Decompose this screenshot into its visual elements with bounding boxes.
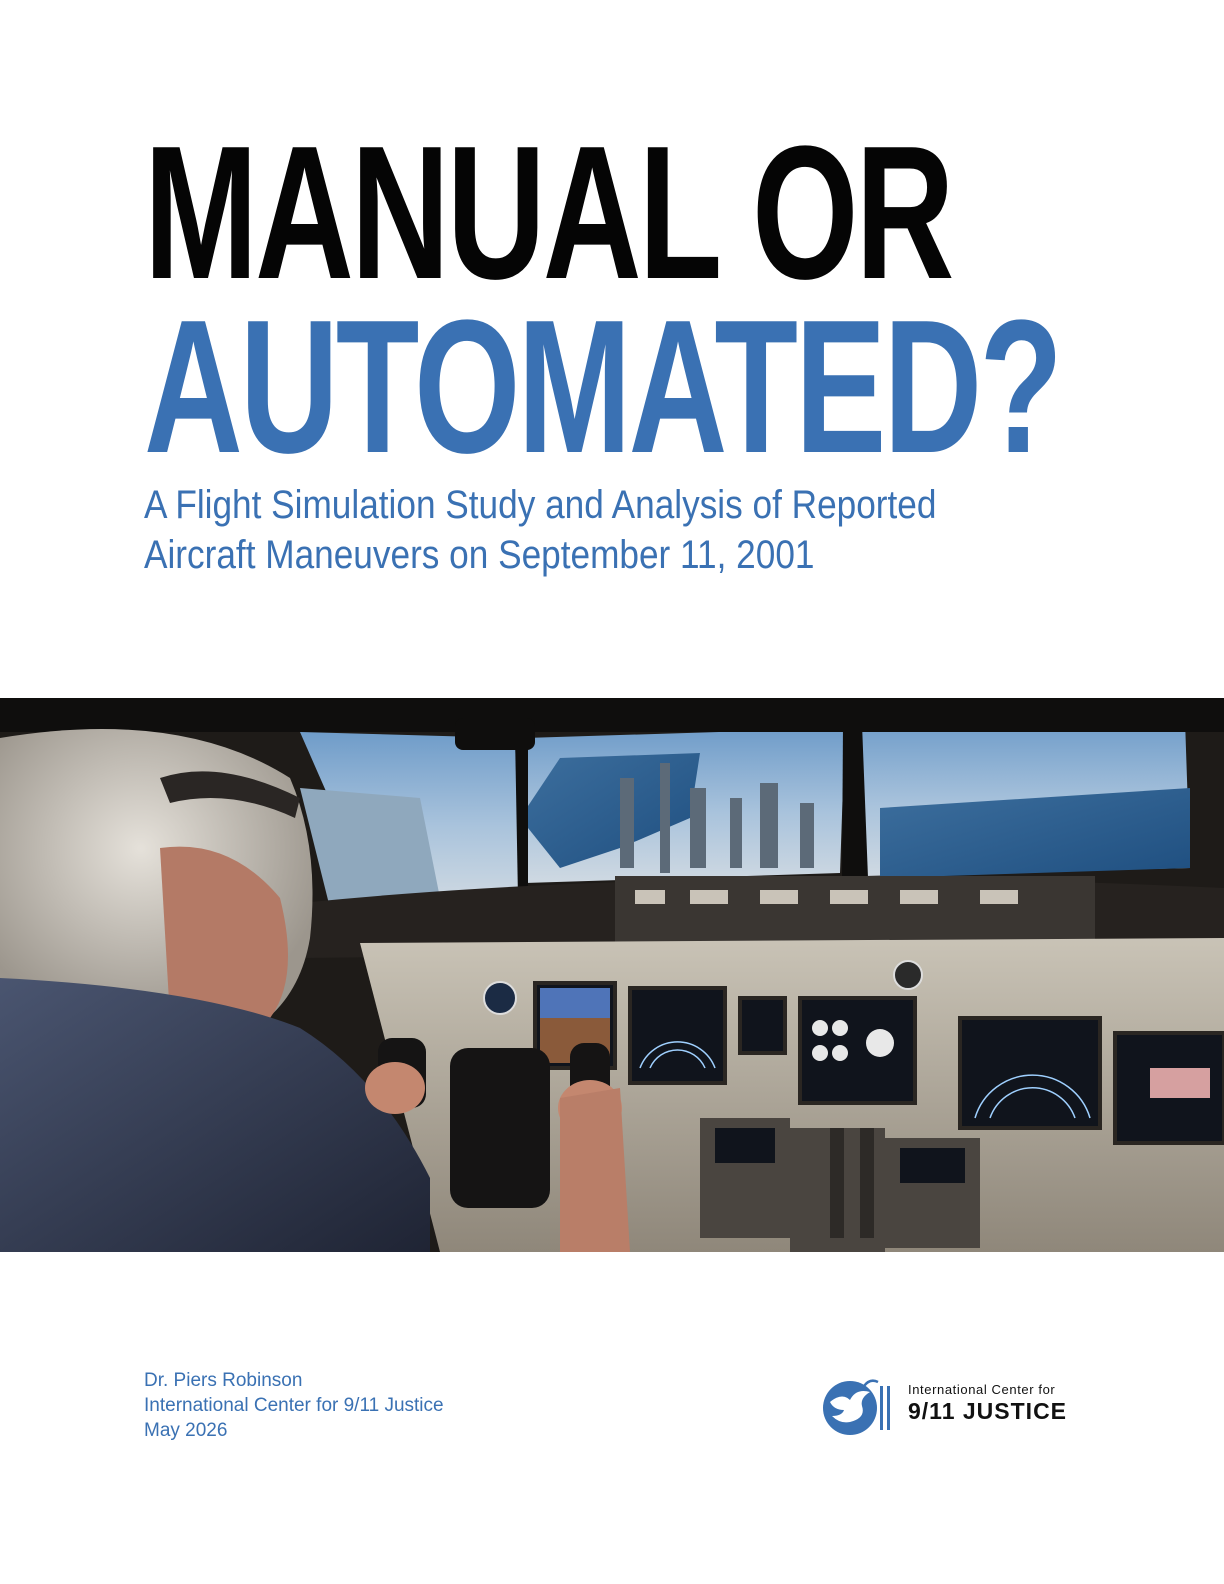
subtitle (144, 480, 1144, 580)
organization-logo (820, 1372, 1080, 1444)
subtitle-line-2: Aircraft Maneuvers on September 11, 2001 (144, 533, 815, 577)
author-organization: International Center for 9/11 Justice (144, 1395, 444, 1416)
cover-photo-cockpit (0, 698, 1224, 1252)
author-name: Dr. Piers Robinson (144, 1370, 303, 1391)
credits-block (144, 1368, 444, 1443)
subtitle-line-1: A Flight Simulation Study and Analysis of Reported (144, 483, 937, 527)
title-line-2: AUTOMATED? (144, 281, 1061, 493)
logo-text-small: International Center for (908, 1382, 1056, 1397)
publication-date: May 2026 (144, 1420, 228, 1441)
title-line-1: MANUAL OR (144, 107, 952, 319)
logo-text-big: 9/11 JUSTICE (908, 1398, 1068, 1424)
dove-emblem-icon (820, 1372, 896, 1442)
